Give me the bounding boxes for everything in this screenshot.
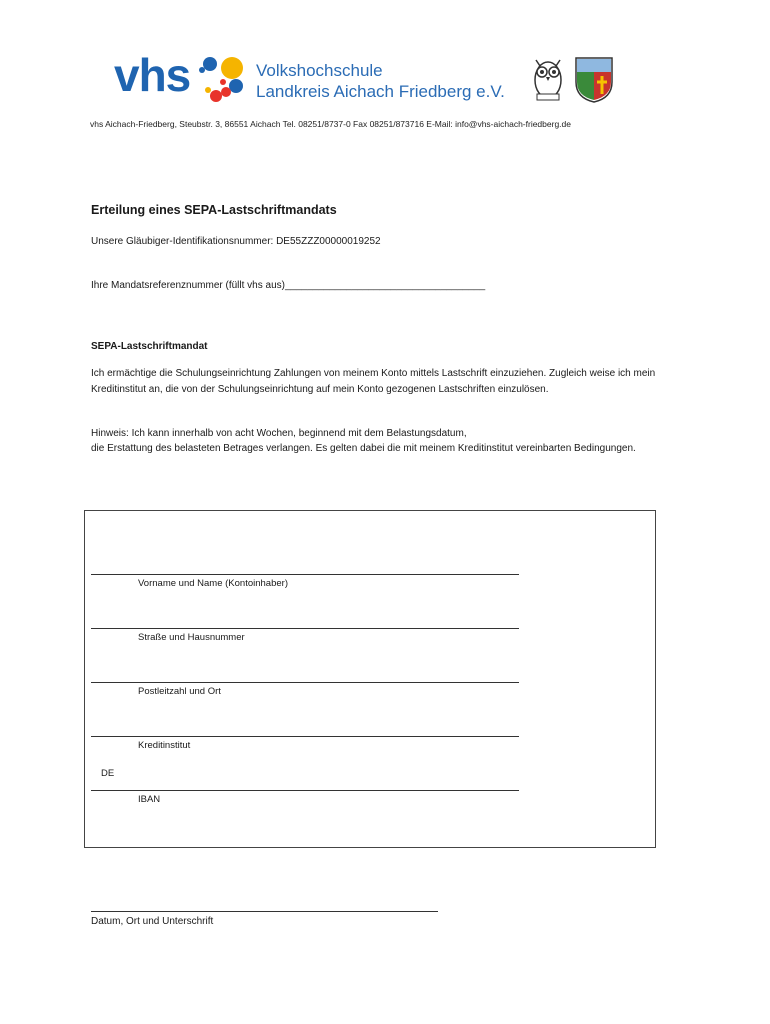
mandate-form-box [84, 510, 656, 848]
owl-emblem-icon [528, 56, 568, 104]
bank-label: Kreditinstitut [138, 740, 191, 751]
iban-label: IBAN [138, 794, 161, 805]
authorization-text: Ich ermächtige die Schulungseinrichtung Zahlungen von meinem Konto mittels Lastschrift einzuziehen. Zugleich weise ich mein Kreditinstitut an, die von der Schulungseinrichtung auf mein Konto gezogenen Lastschriften einzulösen. [91, 368, 656, 395]
notice-line2: die Erstattung des belasteten Betrages verlangen. Es gelten dabei die mit meinem Kreditinstitut vereinbarten Bedingungen. [91, 443, 636, 454]
document-title: Erteilung eines SEPA-Lastschriftmandats [91, 203, 337, 217]
org-name-line1: Volkshochschule [256, 61, 383, 80]
bank-line[interactable] [91, 736, 519, 737]
account-holder-line[interactable] [91, 574, 519, 575]
sender-address: vhs Aichach-Friedberg, Steubstr. 3, 86551 Aichach Tel. 08251/8737-0 Fax 08251/873716 E-Mail: info@vhs-aichach-friedberg.de [90, 119, 571, 129]
account-holder-label: Vorname und Name (Kontoinhaber) [138, 578, 288, 589]
notice-line1: Hinweis: Ich kann innerhalb von acht Wochen, beginnend mit dem Belastungsdatum, [91, 428, 467, 439]
vhs-logo-dots-icon [196, 54, 246, 106]
mandate-reference: Ihre Mandatsreferenznummer (füllt vhs aus)____________________________________ [91, 280, 486, 291]
signature-line[interactable] [91, 911, 438, 912]
coat-of-arms-icon [574, 56, 614, 104]
signature-label: Datum, Ort und Unterschrift [91, 916, 214, 927]
street-label: Straße und Hausnummer [138, 632, 245, 643]
postal-city-label: Postleitzahl und Ort [138, 686, 221, 697]
postal-city-line[interactable] [91, 682, 519, 683]
vhs-logo-text: vhs [114, 49, 191, 101]
iban-line[interactable] [91, 790, 519, 791]
creditor-id: Unsere Gläubiger-Identifikationsnummer: DE55ZZZ00000019252 [91, 236, 381, 247]
section-title: SEPA-Lastschriftmandat [91, 341, 208, 352]
street-line[interactable] [91, 628, 519, 629]
iban-prefix: DE [101, 768, 115, 779]
org-name-line2: Landkreis Aichach Friedberg e.V. [256, 82, 505, 101]
